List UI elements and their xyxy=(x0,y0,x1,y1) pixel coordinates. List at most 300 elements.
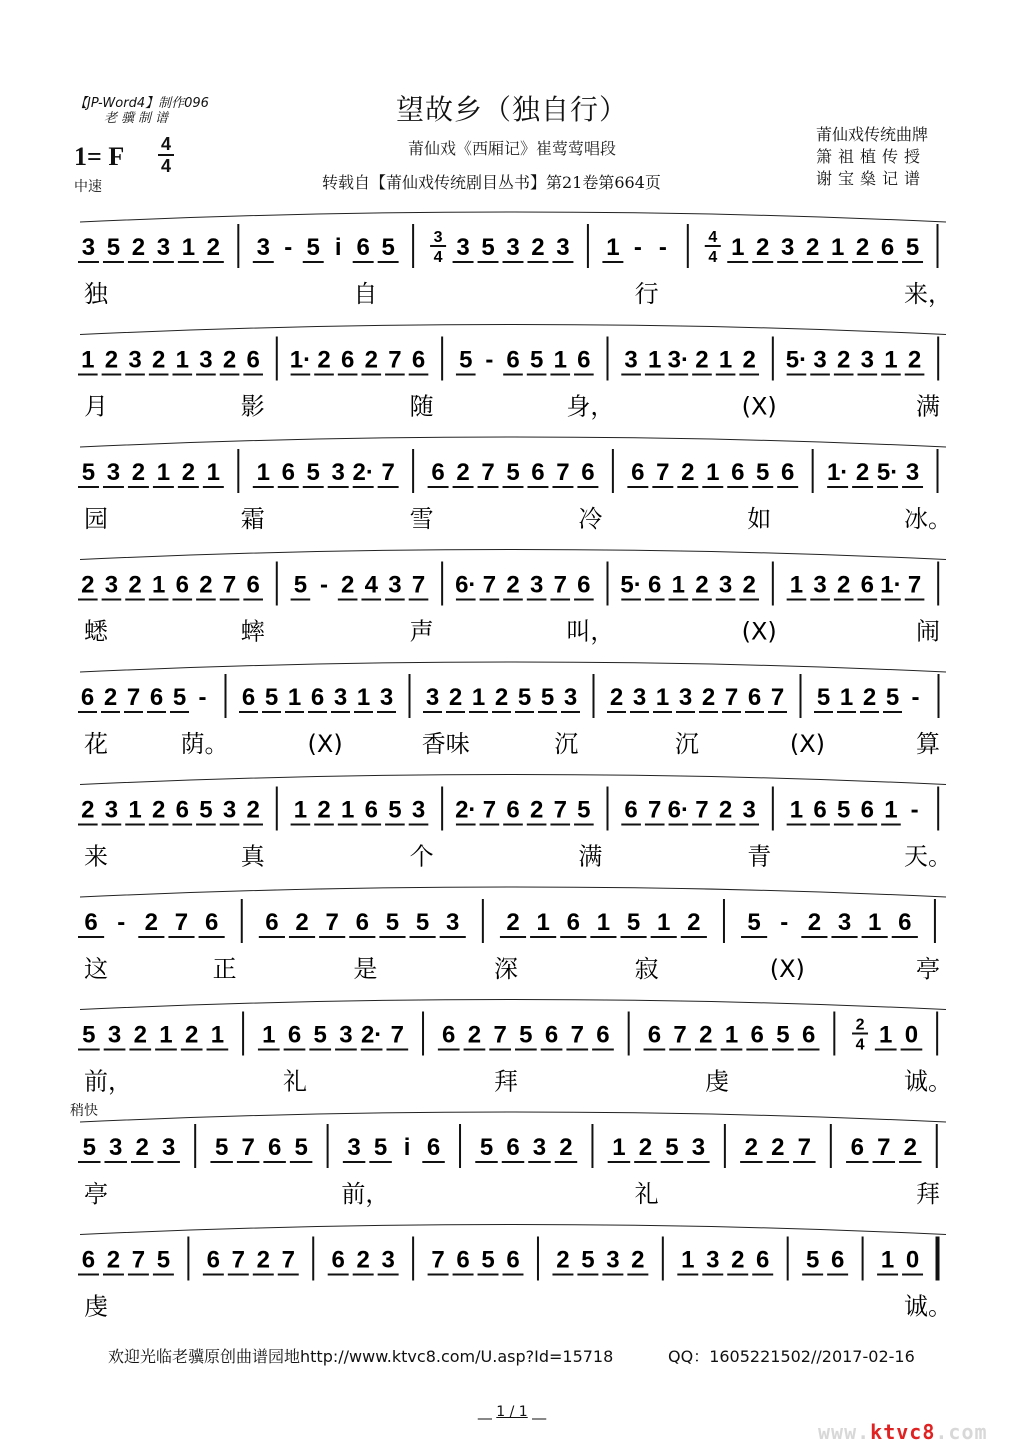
lyric: 虔 xyxy=(84,1292,108,1321)
note: 7 xyxy=(553,796,567,824)
note: 6 xyxy=(331,1246,345,1274)
note: 2 xyxy=(631,1246,645,1274)
key-signature: 1= F xyxy=(74,142,125,171)
note: 3 xyxy=(388,571,402,599)
note: 6 xyxy=(544,1021,559,1049)
watermark xyxy=(818,1420,988,1444)
song-subtitle: 莆仙戏《西厢记》崔莺莺唱段 xyxy=(407,139,616,158)
time-change-top: 2 xyxy=(855,1016,865,1034)
note: 1 xyxy=(789,571,804,599)
note: 3 xyxy=(347,1134,361,1161)
note: 6 xyxy=(175,796,189,824)
note: 1 xyxy=(181,234,196,261)
note: 5 xyxy=(106,234,121,261)
lyric: 香味 xyxy=(421,730,470,758)
note: 6 xyxy=(84,909,98,936)
note: 5 xyxy=(816,684,831,711)
lyric: 是 xyxy=(353,955,378,983)
note: 6 xyxy=(81,1246,96,1274)
note: 2 xyxy=(106,1246,121,1274)
note: 6 xyxy=(267,1134,282,1161)
lyric: 自 xyxy=(353,280,378,308)
note: 6 xyxy=(830,1246,845,1274)
note: 1 xyxy=(256,459,270,486)
note: 3 xyxy=(222,796,237,824)
note: 2 xyxy=(81,796,95,824)
note: 2 xyxy=(128,571,142,599)
note: 2 xyxy=(638,1134,653,1161)
note: 6 xyxy=(860,796,875,824)
tempo-marking-2: 稍快 xyxy=(70,1103,98,1119)
note: 7 xyxy=(174,909,189,936)
lyric: 霜 xyxy=(240,505,265,533)
note: 5 xyxy=(905,234,920,261)
note: 2 xyxy=(246,796,260,824)
note: 5 xyxy=(293,571,308,599)
time-change-bottom: 4 xyxy=(433,249,443,266)
slur-arc xyxy=(80,437,946,447)
page-number: __ 1 / 1 __ xyxy=(477,1404,547,1420)
note: 2 xyxy=(184,1021,199,1049)
note: 2 xyxy=(133,1021,147,1049)
note: - xyxy=(485,346,494,374)
note: 3 xyxy=(532,1134,547,1161)
note: 7 xyxy=(231,1246,245,1274)
watermark-w: www. xyxy=(818,1420,871,1444)
footer-qq: QQ：1605221502//2017-02-16 xyxy=(668,1347,915,1366)
note: 5 xyxy=(885,684,900,711)
note: 7 xyxy=(411,571,426,599)
note: 1 xyxy=(724,1021,739,1049)
note: 6 xyxy=(281,459,295,486)
note: 6 xyxy=(801,1021,816,1049)
note: 2 xyxy=(556,1246,570,1274)
note: 2· xyxy=(352,459,374,486)
lyric: 这 xyxy=(84,955,108,983)
note: 2 xyxy=(131,459,146,486)
note: 2 xyxy=(467,1021,482,1049)
note: 5 xyxy=(805,1246,820,1274)
note: 1 xyxy=(612,1134,626,1161)
note: 5 xyxy=(481,234,495,261)
note: 2 xyxy=(340,571,355,599)
note: 2 xyxy=(103,684,118,711)
lyric: 满 xyxy=(578,842,603,871)
note: 6 xyxy=(149,684,164,711)
note: 2 xyxy=(742,346,756,374)
note: 6 xyxy=(356,234,370,261)
note: 2 xyxy=(701,684,716,711)
time-change-top: 3 xyxy=(433,229,443,246)
note: 3 xyxy=(381,1246,395,1274)
note: 7 xyxy=(724,684,739,711)
lyric: 算 xyxy=(916,730,940,758)
note: 6· xyxy=(667,796,690,824)
note: 6 xyxy=(411,346,426,374)
note: 3 xyxy=(529,571,544,599)
note: 7 xyxy=(431,1246,445,1274)
note: 4 xyxy=(364,571,378,599)
note: 5 xyxy=(519,1021,533,1049)
lyric: (X) xyxy=(789,730,826,758)
note: 1 xyxy=(151,571,166,599)
note: 2 xyxy=(529,796,544,824)
note: 1 xyxy=(879,1021,893,1049)
note: 7 xyxy=(222,571,237,599)
note: 1 xyxy=(789,796,804,824)
lyric: 影 xyxy=(240,392,265,421)
note: 6 xyxy=(577,346,591,374)
footer-welcome: 欢迎光临老骥原创曲谱园地http://www.ktvc8.com/U.asp?Id=15718 xyxy=(108,1347,614,1366)
maker-line-1: 【JP-Word4】制作096 xyxy=(74,96,209,111)
note: i xyxy=(403,1134,411,1161)
note: 6 xyxy=(246,571,260,599)
note: 5· xyxy=(785,346,808,374)
lyric: 闹 xyxy=(916,617,940,646)
note: 6 xyxy=(456,1246,470,1274)
note: 7 xyxy=(481,459,495,486)
note: 3 xyxy=(905,459,920,486)
note: 1 xyxy=(340,796,355,824)
lyric: 冰。 xyxy=(904,505,952,533)
note: 6 xyxy=(506,1134,520,1161)
note: 2· xyxy=(455,796,477,824)
lyric: 蟋 xyxy=(84,617,108,646)
lyric: 天。 xyxy=(904,842,952,871)
note: 2 xyxy=(699,1021,713,1049)
watermark-k: ktvc8 xyxy=(870,1420,936,1444)
note: 3 xyxy=(333,684,348,711)
note: 6 xyxy=(310,684,325,711)
note: - xyxy=(633,234,642,261)
song-title: 望故乡（独自行） xyxy=(395,93,628,126)
note: 6 xyxy=(648,571,662,599)
lyric: 行 xyxy=(634,280,659,308)
note: 7 xyxy=(381,459,395,486)
lyric: 个 xyxy=(409,842,434,871)
time-change-top: 4 xyxy=(708,229,718,246)
lyric: 拜 xyxy=(916,1180,940,1208)
note: 6 xyxy=(624,796,638,824)
note: 6 xyxy=(175,571,189,599)
note: 1 xyxy=(657,909,671,936)
note: 6 xyxy=(241,684,256,711)
note: 5 xyxy=(665,1134,679,1161)
note: 6 xyxy=(287,1021,302,1049)
note: 1 xyxy=(706,459,720,486)
note: 2 xyxy=(317,796,331,824)
lyric: 拜 xyxy=(494,1067,518,1096)
note: 3 xyxy=(706,1246,720,1274)
note: 7 xyxy=(907,571,922,599)
note: 6 xyxy=(898,909,912,936)
note: 3 xyxy=(606,1246,620,1274)
note: 2 xyxy=(718,796,733,824)
lyric: 来 xyxy=(84,842,108,871)
note: 1 xyxy=(553,346,567,374)
lyric: 前， xyxy=(84,1067,132,1096)
lyric: (X) xyxy=(307,730,343,758)
note: 0 xyxy=(904,1021,919,1049)
note: 7 xyxy=(770,684,785,711)
note: 3 xyxy=(107,1021,122,1049)
note: 2 xyxy=(862,684,877,711)
tempo-marking: 中速 xyxy=(74,179,102,195)
note: 7 xyxy=(482,571,497,599)
note: 5 xyxy=(837,796,851,824)
note: 2 xyxy=(771,1134,785,1161)
note: 7 xyxy=(570,1021,584,1049)
note: 2 xyxy=(104,346,119,374)
note: 2 xyxy=(295,909,309,936)
note: 6 xyxy=(265,909,279,936)
note: 6 xyxy=(340,346,355,374)
lyric: 园 xyxy=(84,505,108,533)
slur-arc xyxy=(80,325,946,335)
note: 1 xyxy=(718,346,733,374)
note: 5 xyxy=(214,1134,229,1161)
maker-line-2: 老骥制谱 xyxy=(104,111,173,126)
note: 3 xyxy=(718,571,733,599)
note: 3 xyxy=(860,346,875,374)
note: 7 xyxy=(388,346,402,374)
note: 6 xyxy=(506,346,520,374)
note: 2 xyxy=(609,684,624,711)
slur-arc xyxy=(80,550,946,560)
note: 2 xyxy=(448,684,463,711)
lyric: 深 xyxy=(494,955,518,983)
lyric: 虔 xyxy=(705,1067,729,1096)
note: 2 xyxy=(81,571,95,599)
note: 2 xyxy=(181,459,196,486)
lyric: 满 xyxy=(916,392,940,421)
slur-arc xyxy=(80,662,946,672)
note: 2 xyxy=(681,459,695,486)
note: 2 xyxy=(206,234,221,261)
lyric: 亭 xyxy=(84,1180,108,1208)
lyric: 身， xyxy=(566,392,615,421)
note: 7 xyxy=(797,1134,812,1161)
note: 2 xyxy=(135,1134,149,1161)
note: 5 xyxy=(388,796,402,824)
note: 3 xyxy=(162,1134,176,1161)
page-label: 1 / 1 xyxy=(496,1404,528,1420)
note: 1 xyxy=(293,796,308,824)
note: 1 xyxy=(606,234,620,261)
note: 1· xyxy=(826,459,849,486)
lyric: (X) xyxy=(741,392,777,421)
note: 5 xyxy=(756,459,770,486)
note: 6 xyxy=(860,571,875,599)
note: 2 xyxy=(256,1246,270,1274)
lyric: 蟀 xyxy=(240,617,265,646)
note: 6 xyxy=(850,1134,864,1161)
note: 2 xyxy=(199,571,213,599)
note: 5 xyxy=(581,1246,595,1274)
note: 2 xyxy=(855,459,870,486)
note: 3 xyxy=(106,459,121,486)
note: 2 xyxy=(456,459,470,486)
credit-teacher: 箫祖植传授 xyxy=(816,147,927,166)
lyric: 如 xyxy=(747,505,772,533)
lyric: 正 xyxy=(212,955,237,983)
note: 2 xyxy=(131,234,146,261)
note: 5 xyxy=(82,1021,96,1049)
note: 6 xyxy=(631,459,645,486)
lyric: 冷 xyxy=(578,505,603,533)
note: 7 xyxy=(656,459,670,486)
note: 5 xyxy=(626,909,641,936)
note: 0 xyxy=(905,1246,920,1274)
note: 1 xyxy=(128,796,142,824)
time-change-bottom: 4 xyxy=(855,1036,865,1054)
note: 5 xyxy=(479,1134,494,1161)
lyric: 叫， xyxy=(566,617,615,646)
note: 1· xyxy=(880,571,902,599)
note: 2 xyxy=(494,684,509,711)
note: 3 xyxy=(104,796,119,824)
note: 5 xyxy=(294,1134,308,1161)
note: 6 xyxy=(731,459,745,486)
note: 7 xyxy=(281,1246,295,1274)
note: 1 xyxy=(536,909,550,936)
slur-arc xyxy=(80,212,946,222)
note: 1 xyxy=(884,796,898,824)
note: 5 xyxy=(156,1246,171,1274)
slur-arc xyxy=(80,1225,946,1235)
note: 6 xyxy=(880,234,895,261)
note: 5 xyxy=(306,459,320,486)
note: 6 xyxy=(781,459,795,486)
slur-arc xyxy=(80,1112,946,1122)
note: 1 xyxy=(156,459,171,486)
note: 2 xyxy=(144,909,159,936)
note: 2 xyxy=(855,234,870,261)
note: 3 xyxy=(506,234,520,261)
note: 5 xyxy=(506,459,520,486)
note: 3 xyxy=(128,346,142,374)
lyric: 寂 xyxy=(634,955,659,983)
note: 3 xyxy=(109,1134,123,1161)
note: 6 xyxy=(506,1246,520,1274)
note: 3 xyxy=(331,459,345,486)
note: 2 xyxy=(837,571,851,599)
note: 5 xyxy=(459,346,473,374)
lyric: (X) xyxy=(741,617,777,646)
note: 2 xyxy=(756,234,770,261)
note: 7 xyxy=(241,1134,255,1161)
note: 3 xyxy=(837,909,852,936)
lyric: 花 xyxy=(84,730,108,758)
note: 7 xyxy=(556,459,570,486)
note: 3 xyxy=(813,346,827,374)
note: - xyxy=(198,684,207,711)
note: 2 xyxy=(506,909,520,936)
lyric: 雪 xyxy=(409,505,434,533)
note: 5 xyxy=(517,684,532,711)
note: 6 xyxy=(206,1246,221,1274)
note: 2 xyxy=(531,234,545,261)
lyric: 荫。 xyxy=(180,730,229,758)
note: 3 xyxy=(81,234,96,261)
note: 1 xyxy=(356,684,371,711)
credit-tune: 莆仙戏传统曲牌 xyxy=(816,125,929,144)
slur-arc xyxy=(80,1000,946,1010)
note: 6 xyxy=(442,1021,456,1049)
note: 3 xyxy=(781,234,795,261)
lyric: 亭 xyxy=(916,955,940,983)
note: 7 xyxy=(126,684,141,711)
note: - xyxy=(320,571,329,599)
note: 7 xyxy=(325,909,339,936)
note: 1 xyxy=(880,1246,895,1274)
note: 1 xyxy=(671,571,686,599)
note: 3 xyxy=(678,684,693,711)
note: 7 xyxy=(877,1134,891,1161)
note: 6 xyxy=(364,796,378,824)
note: 2 xyxy=(837,346,851,374)
note: 1 xyxy=(175,346,189,374)
lyric: 声 xyxy=(409,617,434,646)
note: 6 xyxy=(566,909,580,936)
note: 5 xyxy=(381,234,395,261)
note: 2 xyxy=(742,571,756,599)
lyric: 沉 xyxy=(674,730,699,758)
note: 2 xyxy=(687,909,701,936)
note: 6 xyxy=(647,1021,662,1049)
note: 6 xyxy=(813,796,827,824)
note: 5· xyxy=(876,459,899,486)
note: 2 xyxy=(695,346,709,374)
note: 5 xyxy=(415,909,430,936)
note: 3 xyxy=(456,234,470,261)
note: 6 xyxy=(426,1134,441,1161)
note: 2 xyxy=(731,1246,745,1274)
note: 6 xyxy=(581,459,595,486)
note: - xyxy=(658,234,667,261)
note: 2 xyxy=(807,909,822,936)
note: 6 xyxy=(577,571,591,599)
note: 1 xyxy=(81,346,95,374)
note: 5 xyxy=(199,796,213,824)
note: 7 xyxy=(482,796,497,824)
note: 6 xyxy=(246,346,260,374)
lyric: 礼 xyxy=(634,1180,659,1208)
note: 5 xyxy=(577,796,591,824)
note: 5 xyxy=(306,234,320,261)
note: 5 xyxy=(529,346,544,374)
note: 3 xyxy=(256,234,270,261)
note: 5 xyxy=(373,1134,388,1161)
note: 2 xyxy=(695,571,709,599)
note: 7 xyxy=(673,1021,687,1049)
slur-arc xyxy=(80,775,946,785)
lyric: 诚。 xyxy=(904,1292,952,1321)
lyric: 独 xyxy=(84,280,108,308)
note: 1 xyxy=(681,1246,695,1274)
note: - xyxy=(284,234,293,261)
lyric: 沉 xyxy=(554,730,579,758)
note: 5 xyxy=(81,459,96,486)
slur-arc xyxy=(80,887,946,897)
note: 5 xyxy=(264,684,279,711)
note: 1 xyxy=(287,684,302,711)
note: 2· xyxy=(360,1021,383,1049)
note: 5 xyxy=(82,1134,96,1161)
note: 3 xyxy=(379,684,394,711)
note: 2 xyxy=(903,1134,917,1161)
note: 2 xyxy=(907,346,922,374)
